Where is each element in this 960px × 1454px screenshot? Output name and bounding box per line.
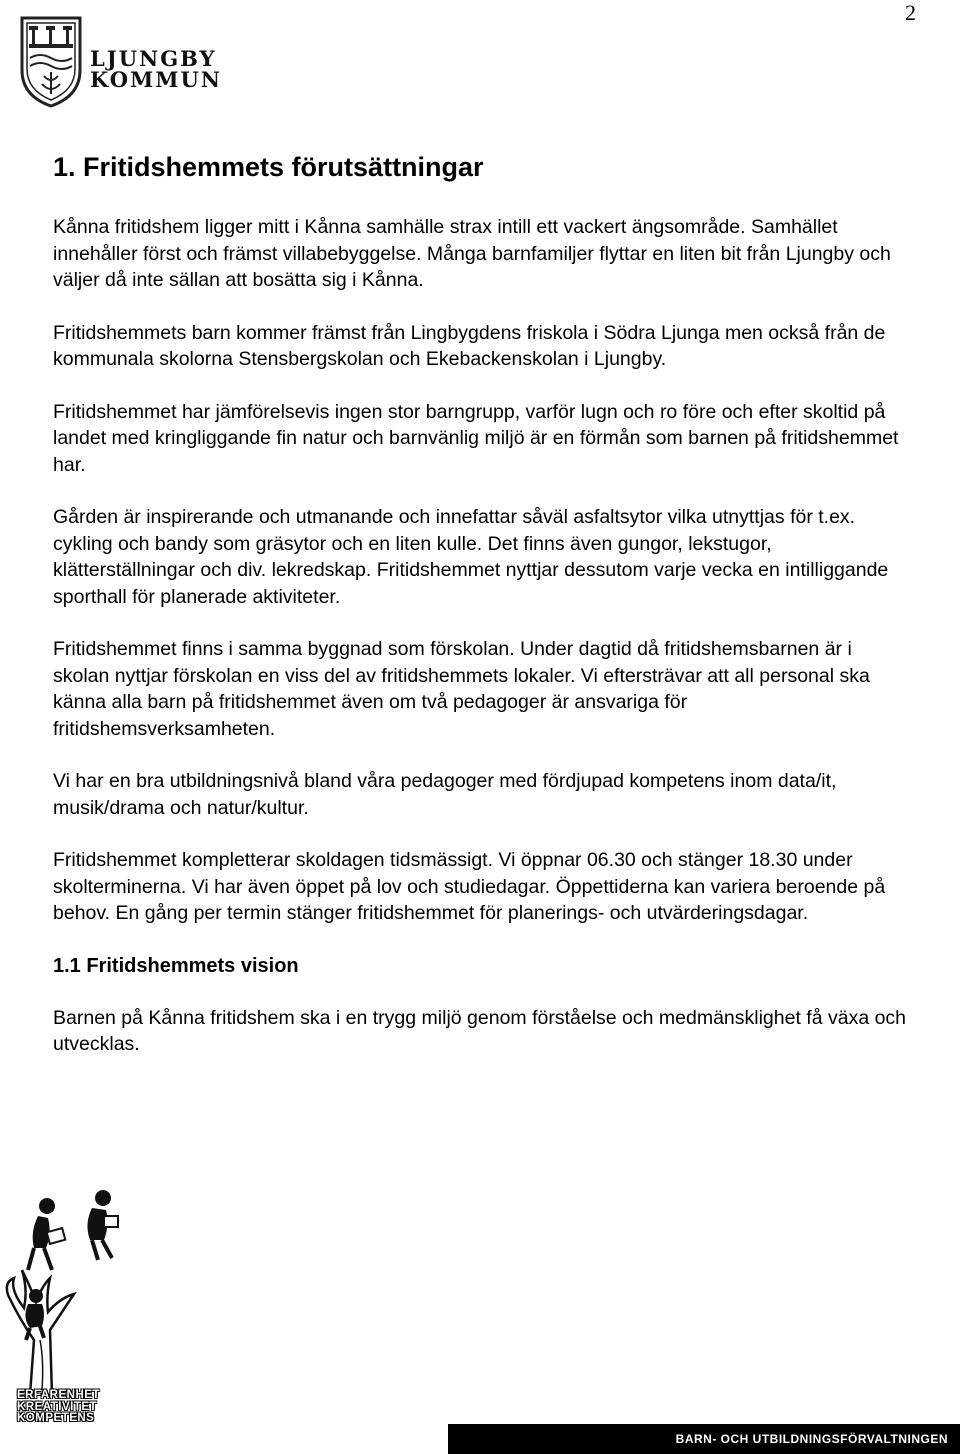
logo-line-2: KOMMUN: [90, 67, 222, 92]
footer-value-3: KOMPETENS: [17, 1412, 95, 1424]
ljungby-kommun-logo: [18, 14, 222, 110]
vision-subheading: 1.1 Fritidshemmets vision: [53, 954, 299, 977]
page-number: 2: [905, 0, 916, 25]
paragraph-yard: Gården är inspirerande och utmanande och innefattar såväl asfaltsytor vilka utnyttjas för t.ex. cykling och bandy som gräsytor och en liten kulle. Det finns även gungor, lekstugor, klätterställningar och div. lekredskap. Fritidshemmet nyttjar dessutom varje vecka en intilliggande sporthall för planerade aktiviteter.: [53, 506, 889, 608]
footer-values: [17, 1390, 100, 1425]
logo-line-1: LJUNGBY: [90, 46, 217, 71]
paragraph-education: Vi har en bra utbildningsnivå bland våra pedagoger med fördjupad kompetens inom data/it, musik/drama och natur/kultur.: [53, 770, 837, 819]
department-name: BARN- OCH UTBILDNINGSFÖRVALTNINGEN: [675, 1432, 948, 1446]
paragraph-vision: Barnen på Kånna fritidshem ska i en trygg miljö genom förståelse och medmänsklighet få växa och utvecklas.: [53, 1006, 907, 1055]
paragraph-group-size: Fritidshemmet har jämförelsevis ingen stor barngrupp, varför lugn och ro före och efter skoltid på landet med kringliggande fin natur och barnvänlig miljö är en förmån som barnen på fritidshemmet har.: [53, 400, 899, 476]
tree-with-children-illustration: [0, 1190, 140, 1395]
footer-value-1: ERFARENHET: [17, 1389, 100, 1401]
paragraph-location: Kånna fritidshem ligger mitt i Kånna samhälle strax intill ett vackert ängsområde. Samhället innehåller först och främst villabebyggelse. Många barnfamiljer flyttar en liten bit från Ljungby och väljer då inte sällan att bosätta sig i Kånna.: [53, 216, 891, 291]
paragraph-building: Fritidshemmet finns i samma byggnad som förskolan. Under dagtid då fritidshemsbarnen är i skolan nyttjar förskolan en viss del av fritidshemmets lokaler. Vi eftersträvar att all personal ska känna alla barn på fritidshemmet även om två pedagoger är ansvariga för fritidshemsverksamheten.: [53, 638, 870, 740]
section-heading: 1. Fritidshemmets förutsättningar: [53, 152, 484, 182]
logo-wordmark: [90, 48, 222, 90]
paragraph-schools: Fritidshemmets barn kommer främst från Lingbygdens friskola i Södra Ljunga men också från de kommunala skolorna Stensbergskolan och Ekebackenskolan i Ljungby.: [53, 321, 886, 370]
municipal-crest-icon: [18, 14, 84, 110]
paragraph-opening-hours: Fritidshemmet kompletterar skoldagen tidsmässigt. Vi öppnar 06.30 och stänger 18.30 under skolterminerna. Vi har även öppet på lov och studiedagar. Öppettiderna kan variera beroende på behov. En gång per termin stänger fritidshemmet för planerings- och utvärderingsdagar.: [53, 849, 886, 924]
footer-value-2: KREATIVITET: [17, 1400, 98, 1413]
footer-department-bar: [448, 1424, 960, 1454]
document-body: [53, 150, 913, 1084]
